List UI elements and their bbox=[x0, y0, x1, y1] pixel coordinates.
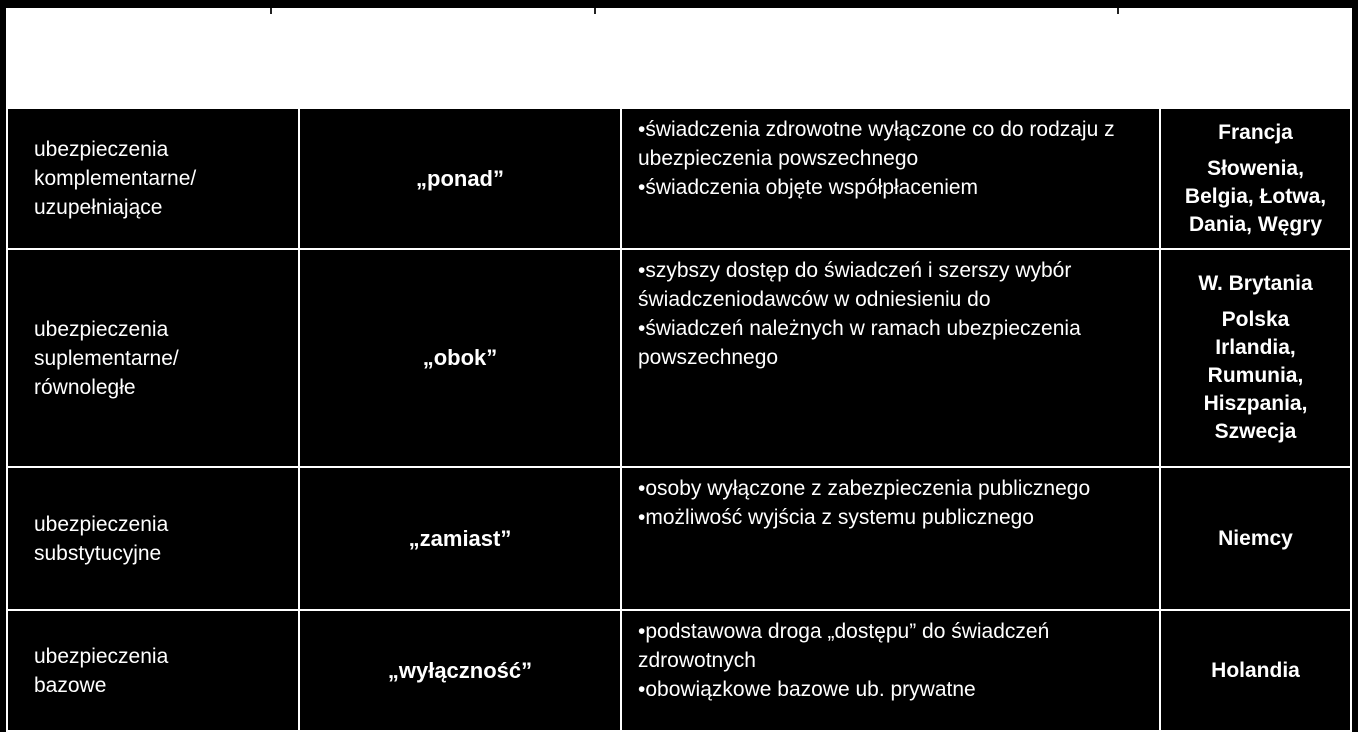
table-header-band bbox=[6, 8, 1352, 107]
country-label: Francja bbox=[1218, 120, 1293, 144]
table-row bbox=[7, 610, 1351, 731]
feature-item: •osoby wyłączone z zabezpieczenia publicznego bbox=[638, 477, 1091, 500]
insurance-types-table bbox=[6, 107, 1352, 732]
features-cell bbox=[621, 610, 1160, 731]
insurance-type-cell bbox=[7, 610, 299, 731]
country-label: Niemcy bbox=[1218, 526, 1293, 550]
features-cell bbox=[621, 467, 1160, 610]
country-label: Polska bbox=[1221, 308, 1290, 331]
left-border bbox=[0, 0, 6, 709]
feature-item: •możliwość wyjścia z systemu publicznego bbox=[638, 506, 1034, 529]
insurance-type-line: komplementarne/ bbox=[34, 167, 197, 190]
header-column-divider bbox=[594, 8, 596, 14]
countries-cell bbox=[1160, 108, 1351, 249]
country-label: Słowenia, bbox=[1207, 156, 1304, 180]
countries-cell bbox=[1160, 249, 1351, 467]
feature-item: •świadczeń należnych w ramach ubezpieczenia powszechnego bbox=[638, 317, 1081, 369]
feature-item: •podstawowa droga „dostępu” do świadczeń zdrowotnych bbox=[638, 620, 1050, 672]
insurance-type-cell bbox=[7, 108, 299, 249]
insurance-type-cell bbox=[7, 467, 299, 610]
insurance-type-line: ubezpieczenia bbox=[34, 512, 169, 536]
country-label: Holandia bbox=[1211, 658, 1300, 682]
country-label: Dania, Węgry bbox=[1188, 212, 1323, 236]
relation-cell: „wyłączność” bbox=[299, 610, 621, 731]
insurance-type-cell bbox=[7, 249, 299, 467]
insurance-type-line: równoległe bbox=[34, 375, 136, 399]
country-label: Belgia, Łotwa, bbox=[1184, 184, 1327, 208]
insurance-type-line: uzupełniające bbox=[34, 196, 163, 219]
insurance-type-line: ubezpieczenia bbox=[34, 644, 169, 668]
header-column-divider bbox=[270, 8, 272, 14]
table-row bbox=[7, 108, 1351, 249]
relation-cell: „ponad” bbox=[299, 108, 621, 249]
relation-cell: „obok” bbox=[299, 249, 621, 467]
insurance-type-line: bazowe bbox=[34, 673, 107, 697]
feature-item: •świadczenia zdrowotne wyłączone co do rodzaju z ubezpieczenia powszechnego bbox=[638, 118, 1115, 170]
country-label: Szwecja bbox=[1214, 420, 1297, 443]
countries-cell bbox=[1160, 610, 1351, 731]
feature-item: •szybszy dostęp do świadczeń i szerszy wybór świadczeniodawców w odniesieniu do bbox=[638, 259, 1072, 311]
country-label: W. Brytania bbox=[1198, 272, 1313, 295]
countries-cell bbox=[1160, 467, 1351, 610]
insurance-type-line: suplementarne/ bbox=[34, 346, 179, 370]
table-row bbox=[7, 249, 1351, 467]
right-border bbox=[1352, 0, 1358, 709]
features-cell bbox=[621, 108, 1160, 249]
feature-item: •obowiązkowe bazowe ub. prywatne bbox=[638, 678, 976, 701]
feature-item: •świadczenia objęte współpłaceniem bbox=[638, 176, 979, 199]
insurance-type-line: ubezpieczenia bbox=[34, 317, 169, 341]
header-column-divider bbox=[1117, 8, 1119, 14]
insurance-type-line: substytucyjne bbox=[34, 541, 162, 565]
insurance-type-line: ubezpieczenia bbox=[34, 138, 169, 161]
country-label: Rumunia, bbox=[1207, 364, 1304, 387]
table-row bbox=[7, 467, 1351, 610]
features-cell bbox=[621, 249, 1160, 467]
country-label: Hiszpania, bbox=[1203, 392, 1308, 415]
country-label: Irlandia, bbox=[1215, 336, 1296, 359]
relation-cell: „zamiast” bbox=[299, 467, 621, 610]
